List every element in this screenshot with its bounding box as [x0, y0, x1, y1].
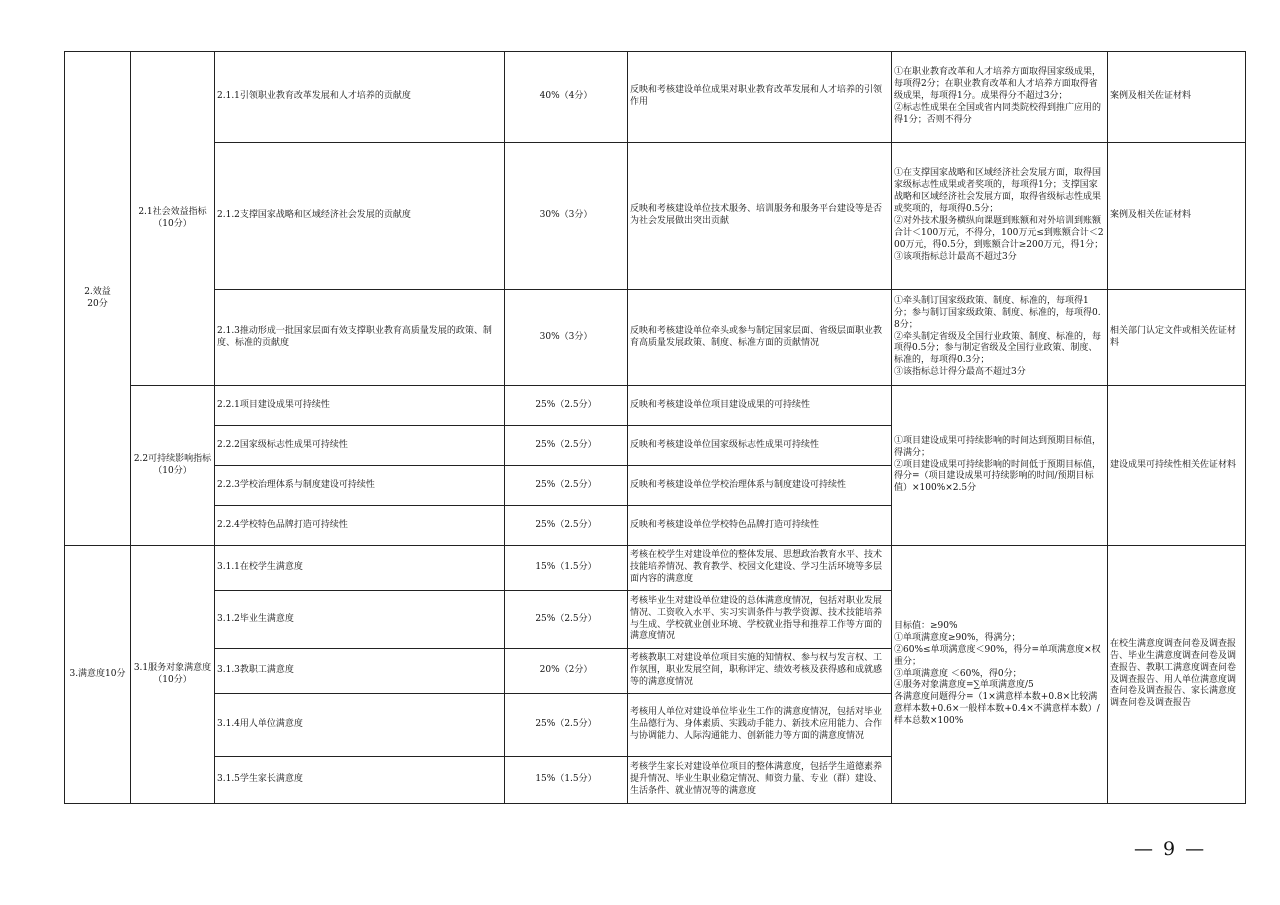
item-cell: 3.1.3教职工满意度 — [215, 649, 505, 694]
desc-cell: 反映和考核建设单位成果对职业教育改革发展和人才培养的引领作用 — [628, 52, 892, 143]
indicator-table — [64, 51, 1246, 804]
desc-cell: 考核用人单位对建设单位毕业生工作的满意度情况，包括对毕业生品德行为、身体素质、实践动手能力、新技术应用能力、合作与协调能力、人际沟通能力、创新能力等方面的满意度情况 — [628, 694, 892, 757]
criteria-cell: ①牵头制订国家级政策、制度、标准的，每项得1分；参与制订国家级政策、制度、标准的，每项得0.8分； ②牵头制定省级及全国行业政策、制度、标准的，每项得0.5分；参与制定省级及全国行业政策、制度、标准的，每项得0.3分； ③该指标总计得分最高不超过3分 — [892, 290, 1108, 386]
desc-cell: 反映和考核建设单位学校特色品牌打造可持续性 — [628, 506, 892, 546]
weight-cell: 30%（3分） — [505, 143, 628, 290]
item-cell: 3.1.5学生家长满意度 — [215, 757, 505, 804]
weight-cell: 30%（3分） — [505, 290, 628, 386]
page-number: — 9 — — [1134, 838, 1207, 860]
evidence-cell: 案例及相关佐证材料 — [1108, 143, 1246, 290]
weight-cell: 25%（2.5分） — [505, 591, 628, 649]
evidence-cell: 在校生满意度调查问卷及调查报告、毕业生满意度调查问卷及调查报告、教职工满意度调查问卷及调查报告、用人单位满意度调查问卷及调查报告、家长满意度调查问卷及调查报告 — [1108, 546, 1246, 804]
weight-cell: 25%（2.5分） — [505, 466, 628, 506]
table-row — [65, 143, 1246, 290]
level2-social-benefit: 2.1社会效益指标 （10分） — [131, 52, 215, 386]
weight-cell: 25%（2.5分） — [505, 426, 628, 466]
desc-cell: 考核毕业生对建设单位建设的总体满意度情况，包括对职业发展情况、工资收入水平、实习实训条件与教学资源、技术技能培养与生成、学校就业创业环境、学校就业指导和推荐工作等方面的满意度情况 — [628, 591, 892, 649]
criteria-cell: 目标值：≥90% ①单项满意度≥90%，得满分； ②60%≤单项满意度＜90%，得分=单项满意度×权重分； ③单项满意度 ＜60%，得0分； ④服务对象满意度=∑单项满意度/5 各满意度问题得分=（1×满意样本数+0.8×比较满意样本数+0.6×一般样本数+0.4×不满意样本数）/样本总数×100% — [892, 546, 1108, 804]
weight-cell: 25%（2.5分） — [505, 694, 628, 757]
item-cell: 2.1.3推动形成一批国家层面有效支撑职业教育高质量发展的政策、制度、标准的贡献度 — [215, 290, 505, 386]
level1-satisfaction: 3.满意度10分 — [65, 546, 131, 804]
desc-cell: 考核教职工对建设单位项目实施的知情权、参与权与发言权、工作氛围，职业发展空间，职称评定、绩效考核及获得感和成就感等的满意度情况 — [628, 649, 892, 694]
desc-cell: 反映和考核建设单位项目建设成果的可持续性 — [628, 386, 892, 426]
weight-cell: 25%（2.5分） — [505, 506, 628, 546]
item-cell: 2.2.2国家级标志性成果可持续性 — [215, 426, 505, 466]
item-cell: 3.1.2毕业生满意度 — [215, 591, 505, 649]
evidence-cell: 建设成果可持续性相关佐证材料 — [1108, 386, 1246, 546]
table-row — [65, 290, 1246, 386]
item-cell: 2.1.2支撑国家战略和区域经济社会发展的贡献度 — [215, 143, 505, 290]
item-cell: 2.2.1项目建设成果可持续性 — [215, 386, 505, 426]
level1-benefit: 2.效益 20分 — [65, 52, 131, 546]
desc-cell: 反映和考核建设单位牵头或参与制定国家层面、省级层面职业教育高质量发展政策、制度、标准方面的贡献情况 — [628, 290, 892, 386]
table-row — [65, 386, 1246, 426]
desc-cell: 考核在校学生对建设单位的整体发展、思想政治教育水平、技术技能培养情况、教育教学、校园文化建设、学习生活环境等多层面内容的满意度 — [628, 546, 892, 591]
table-row — [65, 52, 1246, 143]
evidence-cell: 相关部门认定文件或相关佐证材料 — [1108, 290, 1246, 386]
item-cell: 2.2.4学校特色品牌打造可持续性 — [215, 506, 505, 546]
desc-cell: 考核学生家长对建设单位项目的整体满意度，包括学生道德素养提升情况、毕业生职业稳定情况、师资力量、专业（群）建设、生活条件、就业情况等的满意度 — [628, 757, 892, 804]
item-cell: 3.1.1在校学生满意度 — [215, 546, 505, 591]
weight-cell: 40%（4分） — [505, 52, 628, 143]
level2-sustainability: 2.2可持续影响指标 （10分） — [131, 386, 215, 546]
criteria-cell: ①项目建设成果可持续影响的时间达到预期目标值，得满分； ②项目建设成果可持续影响的时间低于预期目标值，得分=（项目建设成果可持续影响的时间/预期目标值）×100%×2.5分 — [892, 386, 1108, 546]
evidence-cell: 案例及相关佐证材料 — [1108, 52, 1246, 143]
table-row — [65, 546, 1246, 591]
desc-cell: 反映和考核建设单位学校治理体系与制度建设可持续性 — [628, 466, 892, 506]
level2-service-satisfaction: 3.1服务对象满意度 （10分） — [131, 546, 215, 804]
criteria-cell: ①在职业教育改革和人才培养方面取得国家级成果，每项得2分；在职业教育改革和人才培养方面取得省级成果，每项得1分。成果得分不超过3分； ②标志性成果在全国或省内同类院校得到推广应用的得1分；否则不得分 — [892, 52, 1108, 143]
item-cell: 2.2.3学校治理体系与制度建设可持续性 — [215, 466, 505, 506]
weight-cell: 25%（2.5分） — [505, 386, 628, 426]
desc-cell: 反映和考核建设单位国家级标志性成果可持续性 — [628, 426, 892, 466]
item-cell: 3.1.4用人单位满意度 — [215, 694, 505, 757]
weight-cell: 15%（1.5分） — [505, 757, 628, 804]
criteria-cell: ①在支撑国家战略和区域经济社会发展方面，取得国家级标志性成果或者奖项的，每项得1分；支撑国家战略和区域经济社会发展方面，取得省级标志性成果或奖项的，每项得0.5分； ②对外技术服务横纵向课题到账额和对外培训到账额合计＜100万元，不得分，100万元≤到账额合计＜200万元，得0.5分，到账额合计≥200万元，得1分； ③该项指标总计最高不超过3分 — [892, 143, 1108, 290]
item-cell: 2.1.1引领职业教育改革发展和人才培养的贡献度 — [215, 52, 505, 143]
weight-cell: 15%（1.5分） — [505, 546, 628, 591]
weight-cell: 20%（2分） — [505, 649, 628, 694]
desc-cell: 反映和考核建设单位技术服务、培训服务和服务平台建设等是否为社会发展做出突出贡献 — [628, 143, 892, 290]
